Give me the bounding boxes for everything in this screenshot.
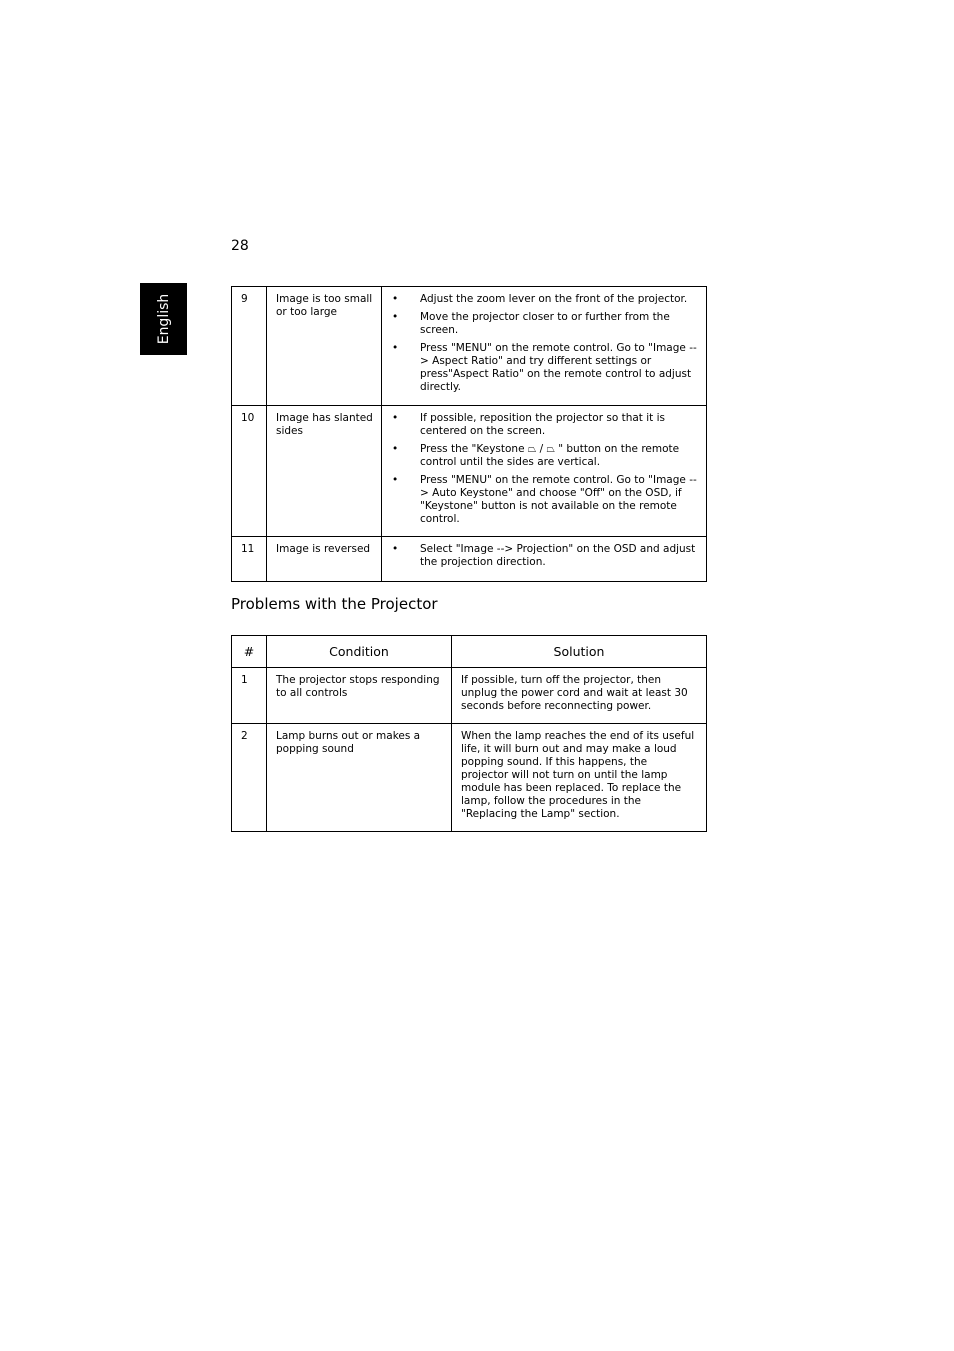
table-row bbox=[232, 537, 707, 582]
table-row bbox=[232, 287, 707, 406]
list-item: • Press "MENU" on the remote control. Go to "Image --> Aspect Ratio" and try different settings or press"Aspect Ratio" on the remote control to adjust directly. bbox=[392, 342, 697, 393]
list-item: • Select "Image --> Projection" on the OSD and adjust the projection direction. bbox=[392, 543, 696, 568]
list-item: • If possible, reposition the projector so that it is centered on the screen. bbox=[392, 412, 666, 437]
list-item: • Press the "Keystone ⏢ / ⏢ " button on the remote control until the sides are vertical. bbox=[392, 443, 680, 468]
page-number: 28 bbox=[231, 238, 249, 254]
row-solution bbox=[382, 537, 707, 582]
troubleshooting-table-projector bbox=[231, 635, 707, 832]
row-solution bbox=[382, 406, 707, 537]
row-solution: If possible, turn off the projector, then unplug the power cord and wait at least 30 seconds before reconnecting power. bbox=[452, 668, 707, 724]
row-number: 9 bbox=[232, 287, 267, 406]
language-tab bbox=[140, 283, 187, 355]
language-tab-label: English bbox=[155, 293, 172, 345]
row-condition: Image has slanted sides bbox=[267, 406, 382, 537]
row-condition: Image is too small or too large bbox=[267, 287, 382, 406]
row-solution bbox=[382, 287, 707, 406]
table-header-row bbox=[232, 636, 707, 668]
list-item: • Press "MENU" on the remote control. Go to "Image --> Auto Keystone" and choose "Off" on the OSD, if "Keystone" button is not available on the remote control. bbox=[392, 474, 697, 525]
row-condition: Image is reversed bbox=[267, 537, 382, 582]
column-header-solution: Solution bbox=[452, 636, 707, 668]
list-item: • Adjust the zoom lever on the front of the projector. bbox=[392, 293, 688, 305]
section-heading: Problems with the Projector bbox=[231, 595, 438, 613]
list-item: • Move the projector closer to or further from the screen. bbox=[392, 311, 670, 336]
row-condition: Lamp burns out or makes a popping sound bbox=[267, 724, 452, 832]
table-row bbox=[232, 668, 707, 724]
row-number: 2 bbox=[232, 724, 267, 832]
row-number: 1 bbox=[232, 668, 267, 724]
column-header-condition: Condition bbox=[267, 636, 452, 668]
troubleshooting-table-image bbox=[231, 286, 707, 582]
table-row bbox=[232, 406, 707, 537]
column-header-number: # bbox=[232, 636, 267, 668]
row-number: 11 bbox=[232, 537, 267, 582]
row-condition: The projector stops responding to all controls bbox=[267, 668, 452, 724]
row-number: 10 bbox=[232, 406, 267, 537]
row-solution: When the lamp reaches the end of its useful life, it will burn out and may make a loud popping sound. If this happens, the projector will not turn on until the lamp module has been replaced. To replace the lamp, follow the procedures in the "Replacing the Lamp" section. bbox=[452, 724, 707, 832]
table-row bbox=[232, 724, 707, 832]
